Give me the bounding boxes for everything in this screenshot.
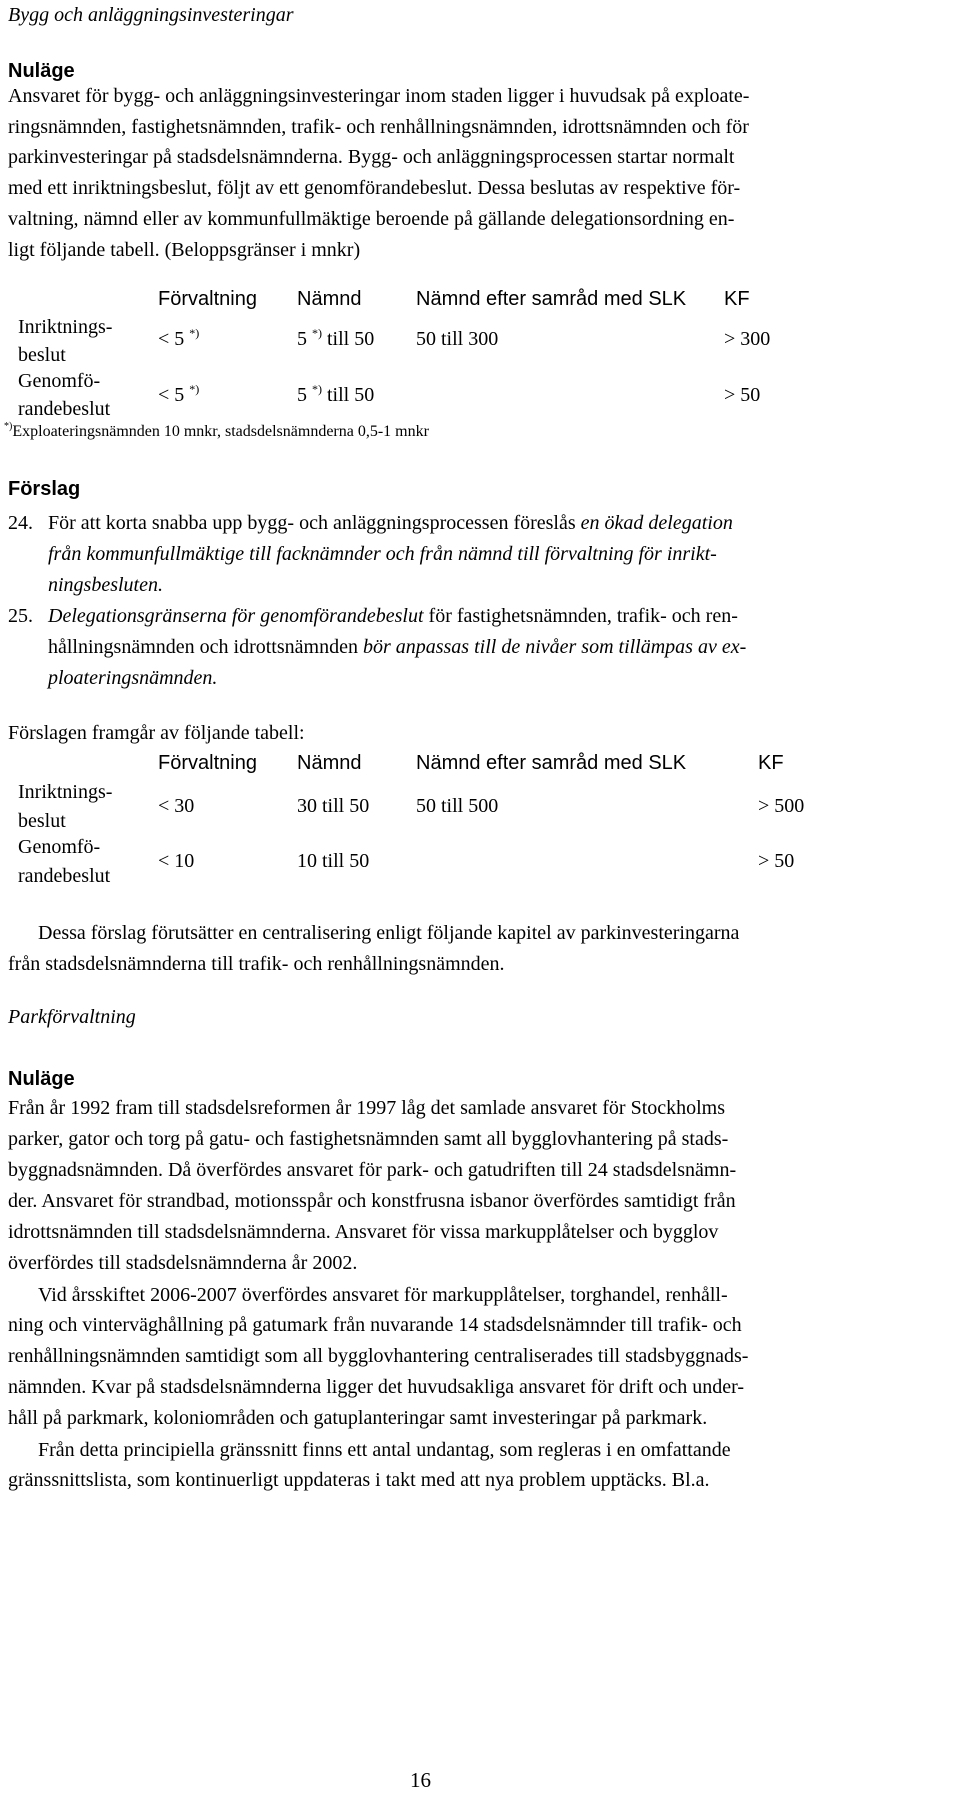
text-line: ringsnämnden, fastighetsnämnden, trafik- och renhållningsnämnden, idrottsnämnden och för	[8, 116, 749, 138]
text-line: byggnadsnämnden. Då överfördes ansvaret för park- och gatudriften till 24 stadsdelsnämn-	[8, 1159, 737, 1181]
table-header: Nämnd efter samråd med SLK	[416, 288, 687, 310]
heading-nulage: Nuläge	[8, 1068, 75, 1090]
table-cell: 5 *) till 50	[297, 326, 375, 350]
heading-forslag: Förslag	[8, 478, 81, 500]
text-line: renhållningsnämnden samtidigt som all bygglovhantering centraliserades till stadsbyggnads-	[8, 1345, 749, 1367]
text-line: ningsbesluten.	[48, 574, 163, 596]
text-line: För att korta snabba upp bygg- och anläggningsprocessen föreslås en ökad delegation	[48, 512, 733, 534]
text-line: från kommunfullmäktige till facknämnder och från nämnd till förvaltning för inrikt-	[48, 543, 717, 565]
table-cell: < 5 *)	[158, 326, 200, 350]
table-cell: < 10	[158, 850, 195, 872]
text-line: håll på parkmark, koloniområden och gatuplanteringar samt investeringar på parkmark.	[8, 1407, 708, 1429]
text-line: ploateringsnämnden.	[48, 667, 218, 689]
row-label: Genomfö-	[18, 370, 101, 392]
table-header: Förvaltning	[158, 752, 257, 774]
section-title-parkforvaltning: Parkförvaltning	[8, 1006, 136, 1028]
table-cell: 30 till 50	[297, 795, 370, 817]
proposal-number: 25.	[8, 605, 33, 627]
text-line: med ett inriktningsbeslut, följt av ett genomförandebeslut. Dessa beslutas av respektive för-	[8, 177, 741, 199]
row-label: Genomfö-	[18, 836, 101, 858]
table-cell: > 50	[724, 384, 761, 406]
table-header: Nämnd efter samråd med SLK	[416, 752, 687, 774]
text-line: Från detta principiella gränssnitt finns ett antal undantag, som regleras i en omfattande	[38, 1439, 731, 1461]
row-label: Inriktnings-	[18, 781, 113, 803]
text-line: Dessa förslag förutsätter en centralisering enligt följande kapitel av parkinvesteringarna	[38, 922, 740, 944]
row-label: beslut	[18, 810, 66, 832]
table-footnote: *)Exploateringsnämnden 10 mnkr, stadsdelsnämnderna 0,5-1 mnkr	[4, 421, 429, 440]
table-header: Nämnd	[297, 288, 362, 310]
proposal-number: 24.	[8, 512, 33, 534]
section-title-bygg: Bygg och anläggningsinvesteringar	[8, 4, 294, 26]
table-header: KF	[758, 752, 784, 774]
text-line: Delegationsgränserna för genomförandebeslut för fastighetsnämnden, trafik- och ren-	[48, 605, 738, 627]
text-line: parkinvesteringar på stadsdelsnämnderna. Bygg- och anläggningsprocessen startar normalt	[8, 146, 735, 168]
table-cell: 5 *) till 50	[297, 382, 375, 406]
text-line: valtning, nämnd eller av kommunfullmäktige beroende på gällande delegationsordning en-	[8, 208, 735, 230]
row-label: Inriktnings-	[18, 316, 113, 338]
table2-intro: Förslagen framgår av följande tabell:	[8, 722, 305, 744]
text-line: nämnden. Kvar på stadsdelsnämnderna ligger det huvudsakliga ansvaret för drift och under-	[8, 1376, 745, 1398]
text-line: hållningsnämnden och idrottsnämnden bör anpassas till de nivåer som tillämpas av ex-	[48, 636, 747, 658]
table-cell: < 5 *)	[158, 382, 200, 406]
table-cell: > 500	[758, 795, 805, 817]
table-header: KF	[724, 288, 750, 310]
text-line: Vid årsskiftet 2006-2007 överfördes ansvaret för markupplåtelser, torghandel, renhåll-	[38, 1284, 728, 1306]
text-line: parker, gator och torg på gatu- och fastighetsnämnden samt all bygglovhantering på stads-	[8, 1128, 729, 1150]
table-cell: 10 till 50	[297, 850, 370, 872]
table-header: Nämnd	[297, 752, 362, 774]
row-label: randebeslut	[18, 398, 111, 420]
row-label: randebeslut	[18, 865, 111, 887]
table-cell: < 30	[158, 795, 195, 817]
heading-nulage: Nuläge	[8, 60, 75, 82]
row-label: beslut	[18, 344, 66, 366]
text-line: ligt följande tabell. (Beloppsgränser i mnkr)	[8, 239, 361, 261]
text-line: från stadsdelsnämnderna till trafik- och renhållningsnämnden.	[8, 953, 505, 975]
text-line: Ansvaret för bygg- och anläggningsinvesteringar inom staden ligger i huvudsak på exploate-	[8, 85, 750, 107]
table-cell: 50 till 500	[416, 795, 499, 817]
text-line: gränssnittslista, som kontinuerligt uppdateras i takt med att nya problem upptäcks. Bl.a.	[8, 1469, 710, 1491]
text-line: der. Ansvaret för strandbad, motionsspår och konstfrusna isbanor överfördes samtidigt från	[8, 1190, 736, 1212]
text-line: Från år 1992 fram till stadsdelsreformen år 1997 låg det samlade ansvaret för Stockholms	[8, 1097, 726, 1119]
page-number: 16	[410, 1768, 431, 1792]
table-header: Förvaltning	[158, 288, 257, 310]
table-cell: 50 till 300	[416, 328, 499, 350]
table-cell: > 300	[724, 328, 771, 350]
text-line: ning och vinterväghållning på gatumark från nuvarande 14 stadsdelsnämnder till trafik- och	[8, 1314, 742, 1336]
text-line: överfördes till stadsdelsnämnderna år 2002.	[8, 1252, 358, 1274]
text-line: idrottsnämnden till stadsdelsnämnderna. Ansvaret för vissa markupplåtelser och bygglov	[8, 1221, 719, 1243]
table-cell: > 50	[758, 850, 795, 872]
